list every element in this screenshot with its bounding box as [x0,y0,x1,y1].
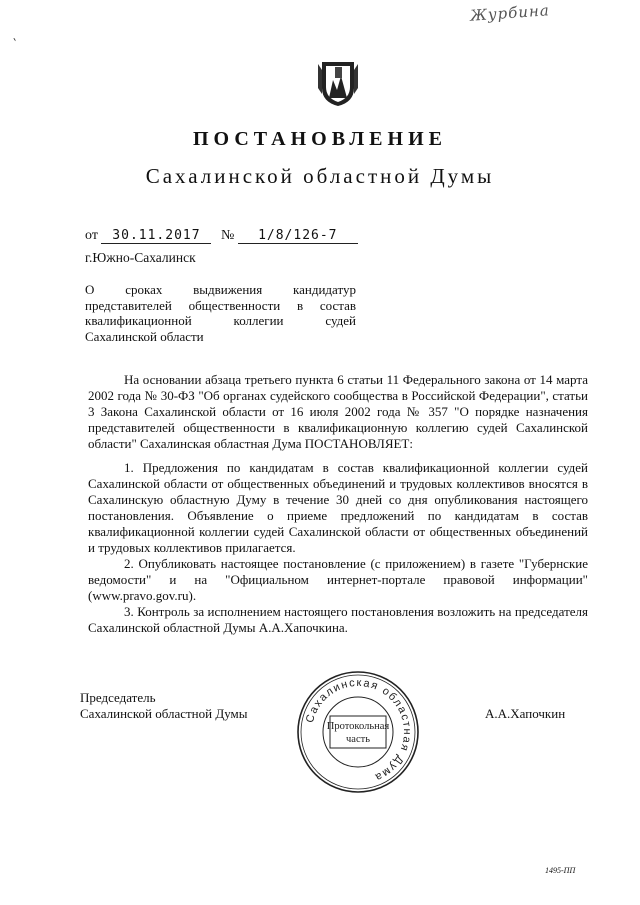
document-subtitle: Сахалинской областной Думы [145,164,495,188]
subject-line: Сахалинской области [85,328,204,344]
resolution-items [88,460,588,636]
subject-line: представителей общественности в состав [85,297,356,313]
document-code: 1495-ПП [545,866,576,875]
document-date: 30.11.2017 [101,228,211,244]
resolution-item-1: 1. Предложения по кандидатам в состав квалификационной коллегии судей Сахалинской области от общественных объединений и трудовых коллективов вносятся в Сахалинскую областную Думу в течение 30 дней со дня опубликования настоящего постановления. Объявление о приеме предложений по кандидатам в состав квалификационной коллегии судей Сахалинской области от общественных объединений и трудовых коллективов прилагается. [88,460,588,555]
seal-center-line-2: часть [346,734,370,745]
preamble-block [88,372,588,452]
position-line: Сахалинской областной Думы [80,706,248,721]
seal-center-line-1: Протокольная [326,721,390,732]
document-title: ПОСТАНОВЛЕНИЕ [193,128,447,150]
signatory-position [80,690,248,722]
document-date-number-row [85,228,358,244]
subject-line: квалификационной коллегии судей [85,313,356,328]
seal-ring-text: Сахалинская областная Дума [303,676,414,784]
document-number: 1/8/126-7 [238,228,358,244]
subject-line: О сроках выдвижения кандидатур [85,282,356,297]
official-seal-stamp [296,670,420,794]
margin-tick-mark: ˏ [11,26,22,43]
resolution-item-3: 3. Контроль за исполнением настоящего постановления возложить на председателя Сахалинской областной Думы А.А.Хапочкина. [88,604,588,635]
handwritten-note: Журбина [469,1,551,25]
preamble-paragraph: На основании абзаца третьего пункта 6 статьи 11 Федерального закона от 14 марта 2002 года № 30-ФЗ "Об органах судейского сообщества в Российской Федерации", статьи 3 Закона Сахалинской области от 16 июля 2002 года № 357 "О порядке назначения представителей общественности в квалификационную коллегию судей Сахалинской области" Сахалинская областная Дума ПОСТАНОВЛЯЕТ: [88,372,588,451]
number-prefix: № [220,228,235,243]
coat-of-arms-emblem [318,58,358,108]
document-city: г.Южно-Сахалинск [85,250,196,265]
document-subject [85,282,356,344]
date-prefix: от [85,228,98,243]
resolution-item-2: 2. Опубликовать настоящее постановление (с приложением) в газете "Губернские ведомости" и на "Официальном интернет-портале правовой информации" (www.pravo.gov.ru). [88,556,588,603]
position-line: Председатель [80,690,156,705]
signatory-name: А.А.Хапочкин [485,706,566,721]
